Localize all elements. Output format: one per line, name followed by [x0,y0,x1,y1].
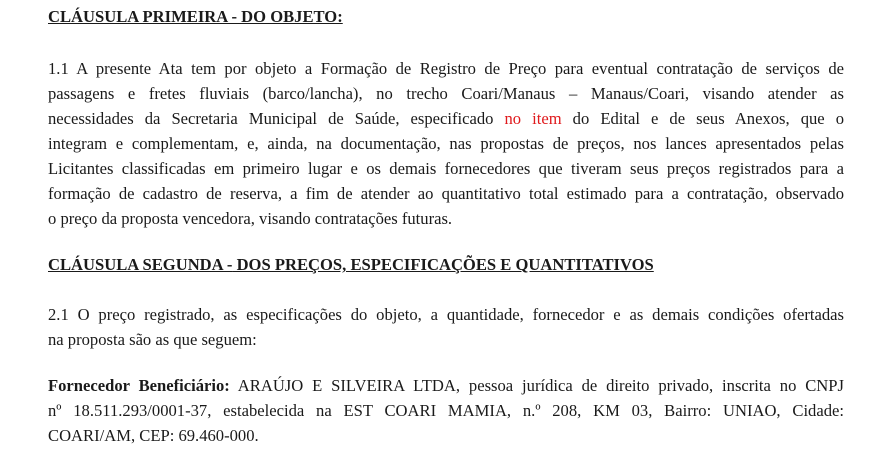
clause-two-heading [48,255,654,275]
clause-one-line-text: do Edital e de seus Anexos, que o [561,109,845,128]
clause-two-line: 2.1 O preço registrado, as especificações do objeto, a quantidade, fornecedor e as demais condições ofertadas [48,305,844,324]
clause-one-line-text: necessidades da Secretaria Municipal de Saúde, especificado [48,109,505,128]
clause-one-line: 1.1 A presente Ata tem por objeto a Formação de Registro de Preço para eventual contratação de serviços de [48,59,844,78]
clause-two-heading-part2: DOS PREÇOS, ESPECIFICAÇÕES E QUANTITATIVOS [232,255,654,274]
clause-two-heading-part1: CLÁUSULA SEGUNDA - [48,255,233,274]
highlighted-item-reference: no item [504,109,562,128]
supplier-line: nº 18.511.293/0001-37, estabelecida na EST COARI MAMIA, n.º 208, KM 03, Bairro: UNIAO, Cidade: [48,401,844,420]
clause-two-line: na proposta são as que seguem: [48,330,257,349]
clause-one-line: integram e complementam, e, ainda, na documentação, nas propostas de preços, nos lances apresentados pelas [48,134,844,153]
clause-one-line: passagens e fretes fluviais (barco/lancha), no trecho Coari/Manaus – Manaus/Coari, visando atender as [48,84,844,103]
supplier-label: Fornecedor Beneficiário: [48,376,230,395]
supplier-line [48,373,844,398]
supplier-line: COARI/AM, CEP: 69.460-000. [48,426,259,445]
clause-one-line [48,106,844,131]
clause-one-heading-text: CLÁUSULA PRIMEIRA - DO OBJETO: [48,7,343,26]
clause-two-paragraph [48,302,844,352]
clause-one-line: formação de cadastro de reserva, a fim de atender ao quantitativo total estimado para a contratação, observado [48,184,844,203]
clause-one-paragraph [48,56,844,231]
supplier-paragraph [48,373,844,448]
clause-one-heading [48,7,343,27]
supplier-line-text: ARAÚJO E SILVEIRA LTDA, pessoa jurídica de direito privado, inscrita no CNPJ [229,376,844,395]
clause-one-line: Licitantes classificadas em primeiro lugar e os demais fornecedores que tiveram seus preços registrados para a [48,159,844,178]
clause-one-line: o preço da proposta vencedora, visando contratações futuras. [48,209,453,228]
